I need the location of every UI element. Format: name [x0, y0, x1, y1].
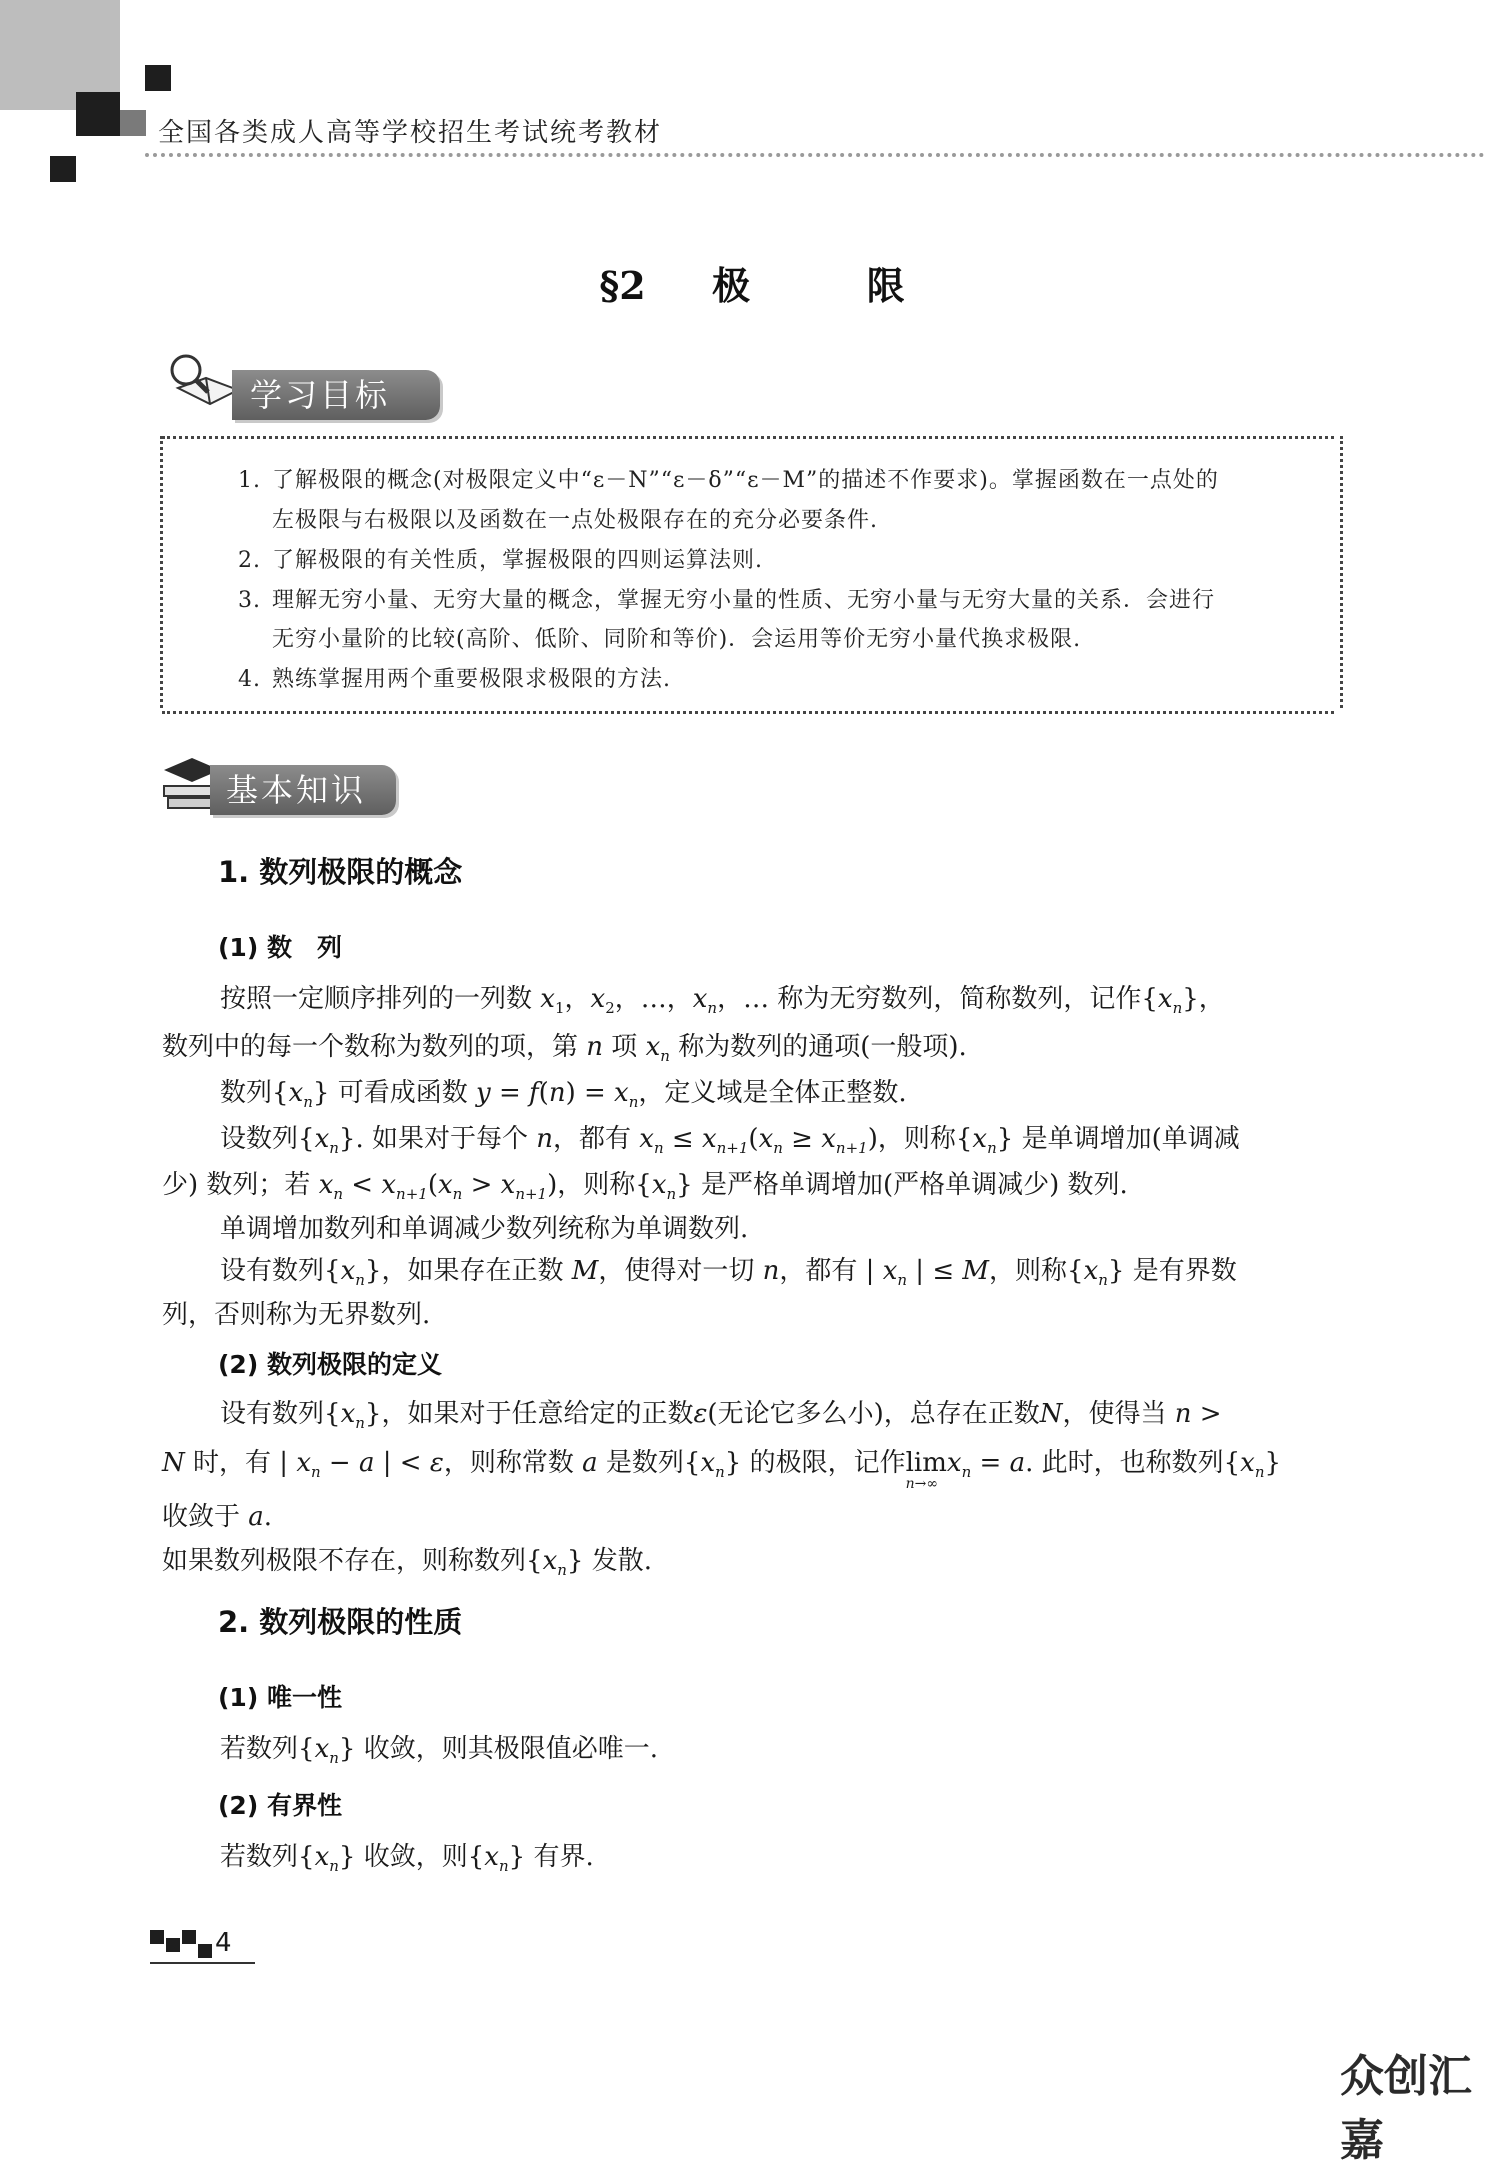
sub-boundedness: (2) 有界性	[218, 1791, 342, 1820]
sub-limit-definition: (2) 数列极限的定义	[218, 1350, 442, 1379]
section-title	[0, 255, 1504, 310]
para-line: 列，否则称为无界数列.	[162, 1300, 431, 1330]
footer-square	[182, 1930, 196, 1944]
heading-sequence-properties: 2. 数列极限的性质	[218, 1605, 463, 1639]
header-title: 全国各类成人高等学校招生考试统考教材	[158, 118, 663, 148]
para-line: 设有数列$\{x_n\}$，如果对于任意给定的正数ε(无论它多么小)，总存在正数N，使得当 n >	[220, 1399, 1222, 1433]
objective-item-3-cont: 无穷小量阶的比较(高阶、低阶、同阶和等价)．会运用等价无穷小量代换求极限.	[272, 627, 1082, 652]
objective-item-1-cont: 左极限与右极限以及函数在一点处极限存在的充分必要条件.	[272, 508, 878, 533]
para-line: 单调增加数列和单调减少数列统称为单调数列.	[220, 1214, 749, 1244]
footer-square	[198, 1944, 212, 1958]
objective-item-1: 1. 了解极限的概念(对极限定义中“ε－N”“ε－δ”“ε－M”的描述不作要求)。掌握函数在一点处的	[238, 468, 1219, 493]
para-line: 收敛于 a.	[162, 1502, 273, 1532]
header-dotted-line	[145, 153, 1485, 157]
objective-item-2: 2. 了解极限的有关性质，掌握极限的四则运算法则.	[238, 548, 763, 573]
heading-sequence-limit: 1. 数列极限的概念	[218, 855, 463, 889]
para-line: 若数列$\{x_n\}$ 收敛，则$\{x_n\}$ 有界.	[220, 1842, 594, 1876]
page-number-underline	[150, 1962, 255, 1964]
objectives-tab: 学习目标	[232, 370, 440, 420]
para-line: N 时，有 | $x_n - a$ | < ε，则称常数 a 是数列$\{x_n\}$ 的极限，记作lim n→∞ $x_n = a$. 此时，也称数列$\{x_n\}$	[162, 1448, 1282, 1492]
header-square	[120, 110, 146, 136]
section-number: §2	[599, 263, 646, 308]
para-line: 若数列$\{x_n\}$ 收敛，则其极限值必唯一.	[220, 1734, 658, 1768]
header-square	[50, 156, 76, 182]
header-square	[76, 92, 120, 136]
basics-tab: 基本知识	[210, 765, 396, 815]
footer-square	[150, 1930, 164, 1944]
objectives-box-left-edge	[160, 436, 173, 708]
para-line: 数列$\{x_n\}$ 可看成函数 $y = f(n) = x_n$，定义域是全体正整数.	[220, 1078, 907, 1112]
objective-item-3: 3. 理解无穷小量、无穷大量的概念，掌握无穷小量的性质、无穷小量与无穷大量的关系．会进行	[238, 588, 1216, 613]
watermark: 众创汇嘉	[1340, 2051, 1472, 2166]
footer-square	[166, 1938, 180, 1952]
para-line: 设数列$\{x_n\}$. 如果对于每个 n，都有 $x_n \le x_{n+1}(x_n \ge x_{n+1})$，则称$\{x_n\}$ 是单调增加(单调减	[220, 1124, 1240, 1158]
para-line: 少) 数列；若 $x_n < x_{n+1}(x_n > x_{n+1})$，则称$\{x_n\}$ 是严格单调增加(严格单调减少) 数列.	[162, 1170, 1128, 1204]
para-line: 数列中的每一个数称为数列的项，第 n 项 $x_n$ 称为数列的通项(一般项).	[162, 1032, 967, 1066]
section-title-char-1: 极	[712, 263, 751, 308]
para-line: 设有数列$\{x_n\}$，如果存在正数 M，使得对一切 n，都有 | $x_n$ | ≤ M，则称$\{x_n\}$ 是有界数	[220, 1256, 1237, 1290]
page-number: 4	[215, 1928, 232, 1958]
objective-item-4: 4. 熟练掌握用两个重要极限求极限的方法.	[238, 667, 671, 692]
objectives-box-right-edge	[1330, 436, 1343, 708]
para-line: 按照一定顺序排列的一列数 $x_1$，$x_2$，…，$x_n$，… 称为无穷数列，简称数列，记作$\{x_n\}$，	[220, 984, 1225, 1018]
sub-uniqueness: (1) 唯一性	[218, 1683, 342, 1712]
sub-sequence: (1) 数 列	[218, 933, 342, 962]
section-title-char-2: 限	[866, 263, 905, 308]
header-square	[145, 65, 171, 91]
para-line: 如果数列极限不存在，则称数列$\{x_n\}$ 发散.	[162, 1546, 652, 1580]
